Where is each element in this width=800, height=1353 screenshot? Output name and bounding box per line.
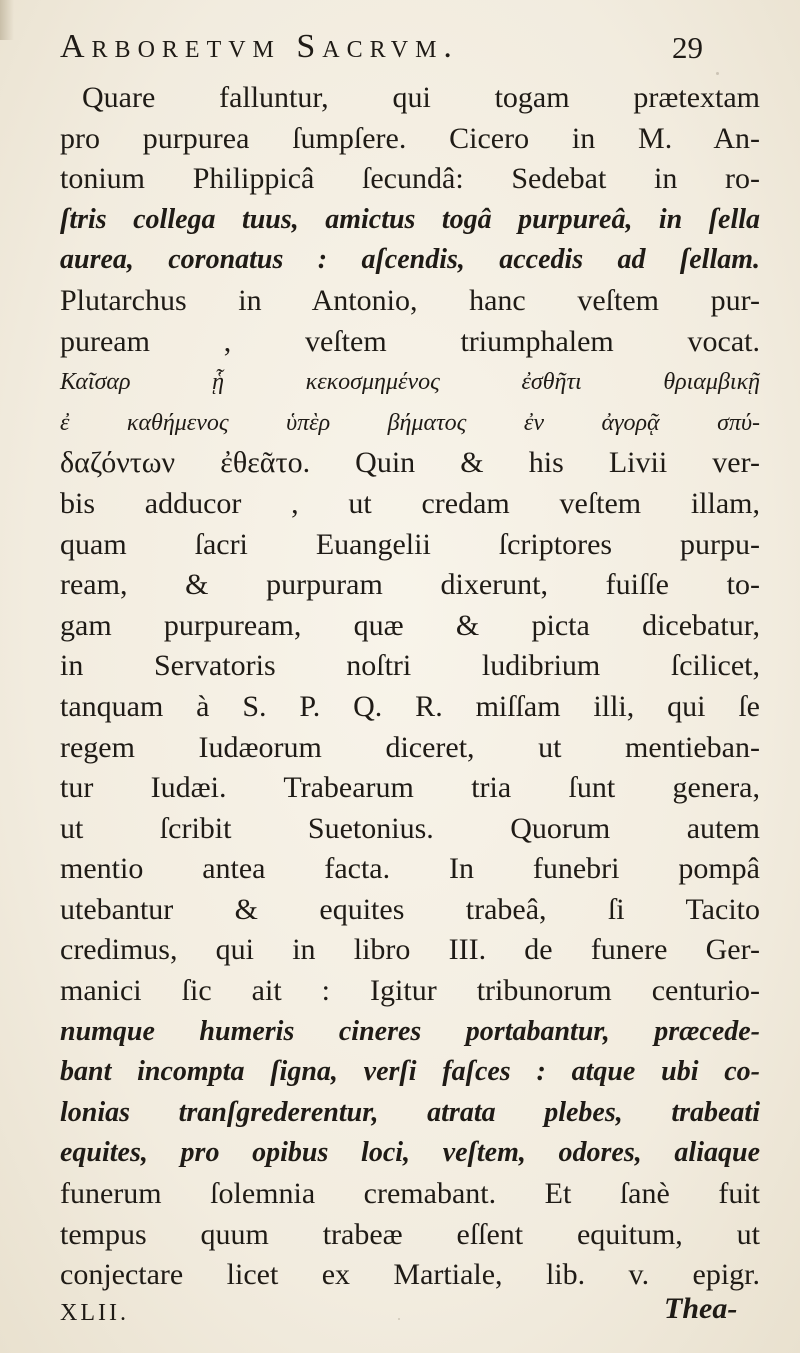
text-line: Plutarchus in Antonio, hanc veſtem pur-	[60, 283, 760, 317]
text-line-italic: ſtris collega tuus, amictus togâ purpureâ, in ſella	[60, 203, 760, 235]
text-line: utebantur & equites trabeâ, ſi Tacito	[60, 892, 760, 926]
paper-speck	[716, 72, 719, 75]
greek-line: ἐ καθήμενος ὑπὲρ βήματος ἐν ἀγορᾷ σπύ-	[60, 409, 760, 436]
running-header	[60, 28, 760, 78]
page-edge-shadow	[0, 0, 14, 40]
text-line: credimus, qui in libro III. de funere Ger-	[60, 933, 760, 967]
text-line: tur Iudæi. Trabearum tria ſunt genera,	[60, 771, 760, 805]
page-number: 29	[672, 30, 703, 65]
paper-speck	[398, 1318, 400, 1320]
text-line: gam purpuream, quæ & picta dicebatur,	[60, 608, 760, 642]
text-line: Quare falluntur, qui togam prætextam	[82, 81, 760, 114]
text-line: tanquam à S. P. Q. R. miſſam illi, qui ſe	[60, 689, 760, 723]
text-line-italic: numque humeris cineres portabantur, præcede-	[60, 1015, 760, 1047]
text-line: regem Iudæorum diceret, ut mentieban-	[60, 730, 760, 764]
text-line: mentio antea facta. In funebri pompâ	[60, 852, 760, 886]
text-line: pro purpurea ſumpſere. Cicero in M. An-	[60, 121, 760, 155]
page-footer	[60, 1292, 760, 1334]
text-line-italic: lonias tranſgrederentur, atrata plebes, trabeati	[60, 1096, 760, 1128]
text-line: tempus quum trabeæ eſſent equitum, ut	[60, 1217, 760, 1251]
text-line: tonium Philippicâ ſecundâ: Sedebat in ro-	[60, 162, 760, 196]
text-line: in Servatoris noſtri ludibrium ſcilicet,	[60, 649, 760, 683]
running-title: Arboretvm Sacrvm.	[60, 28, 459, 65]
text-line-italic: aurea, coronatus : aſcendis, accedis ad ſellam.	[60, 244, 760, 276]
signature-mark: XLII.	[60, 1300, 129, 1326]
text-line-italic: equites, pro opibus loci, veſtem, odores, aliaque	[60, 1137, 760, 1169]
text-line: ut ſcribit Suetonius. Quorum autem	[60, 811, 760, 845]
text-line: manici ſic ait : Igitur tribunorum centurio-	[60, 974, 760, 1008]
text-line: puream , veſtem triumphalem vocat.	[60, 324, 760, 358]
text-line: ream, & purpuram dixerunt, fuiſſe to-	[60, 568, 760, 602]
text-line: conjectare licet ex Martiale, lib. v. epigr.	[60, 1258, 760, 1292]
text-line-italic: bant incompta ſigna, verſi faſces : atque ubi co-	[60, 1056, 760, 1088]
body-text	[60, 78, 760, 1296]
text-line: funerum ſolemnia cremabant. Et ſanè fuit	[60, 1177, 760, 1211]
catchword: Thea-	[664, 1292, 738, 1325]
text-line: quam ſacri Euangelii ſcriptores purpu-	[60, 527, 760, 561]
greek-line: Καῖσαρ ᾗ κεκοσμημένος ἐσθῆτι θριαμβικῇ	[60, 369, 760, 396]
text-line: bis adducor , ut credam veſtem illam,	[60, 486, 760, 520]
text-line: δαζόντων ἐθεᾶτο. Quin & his Livii ver-	[60, 446, 760, 480]
